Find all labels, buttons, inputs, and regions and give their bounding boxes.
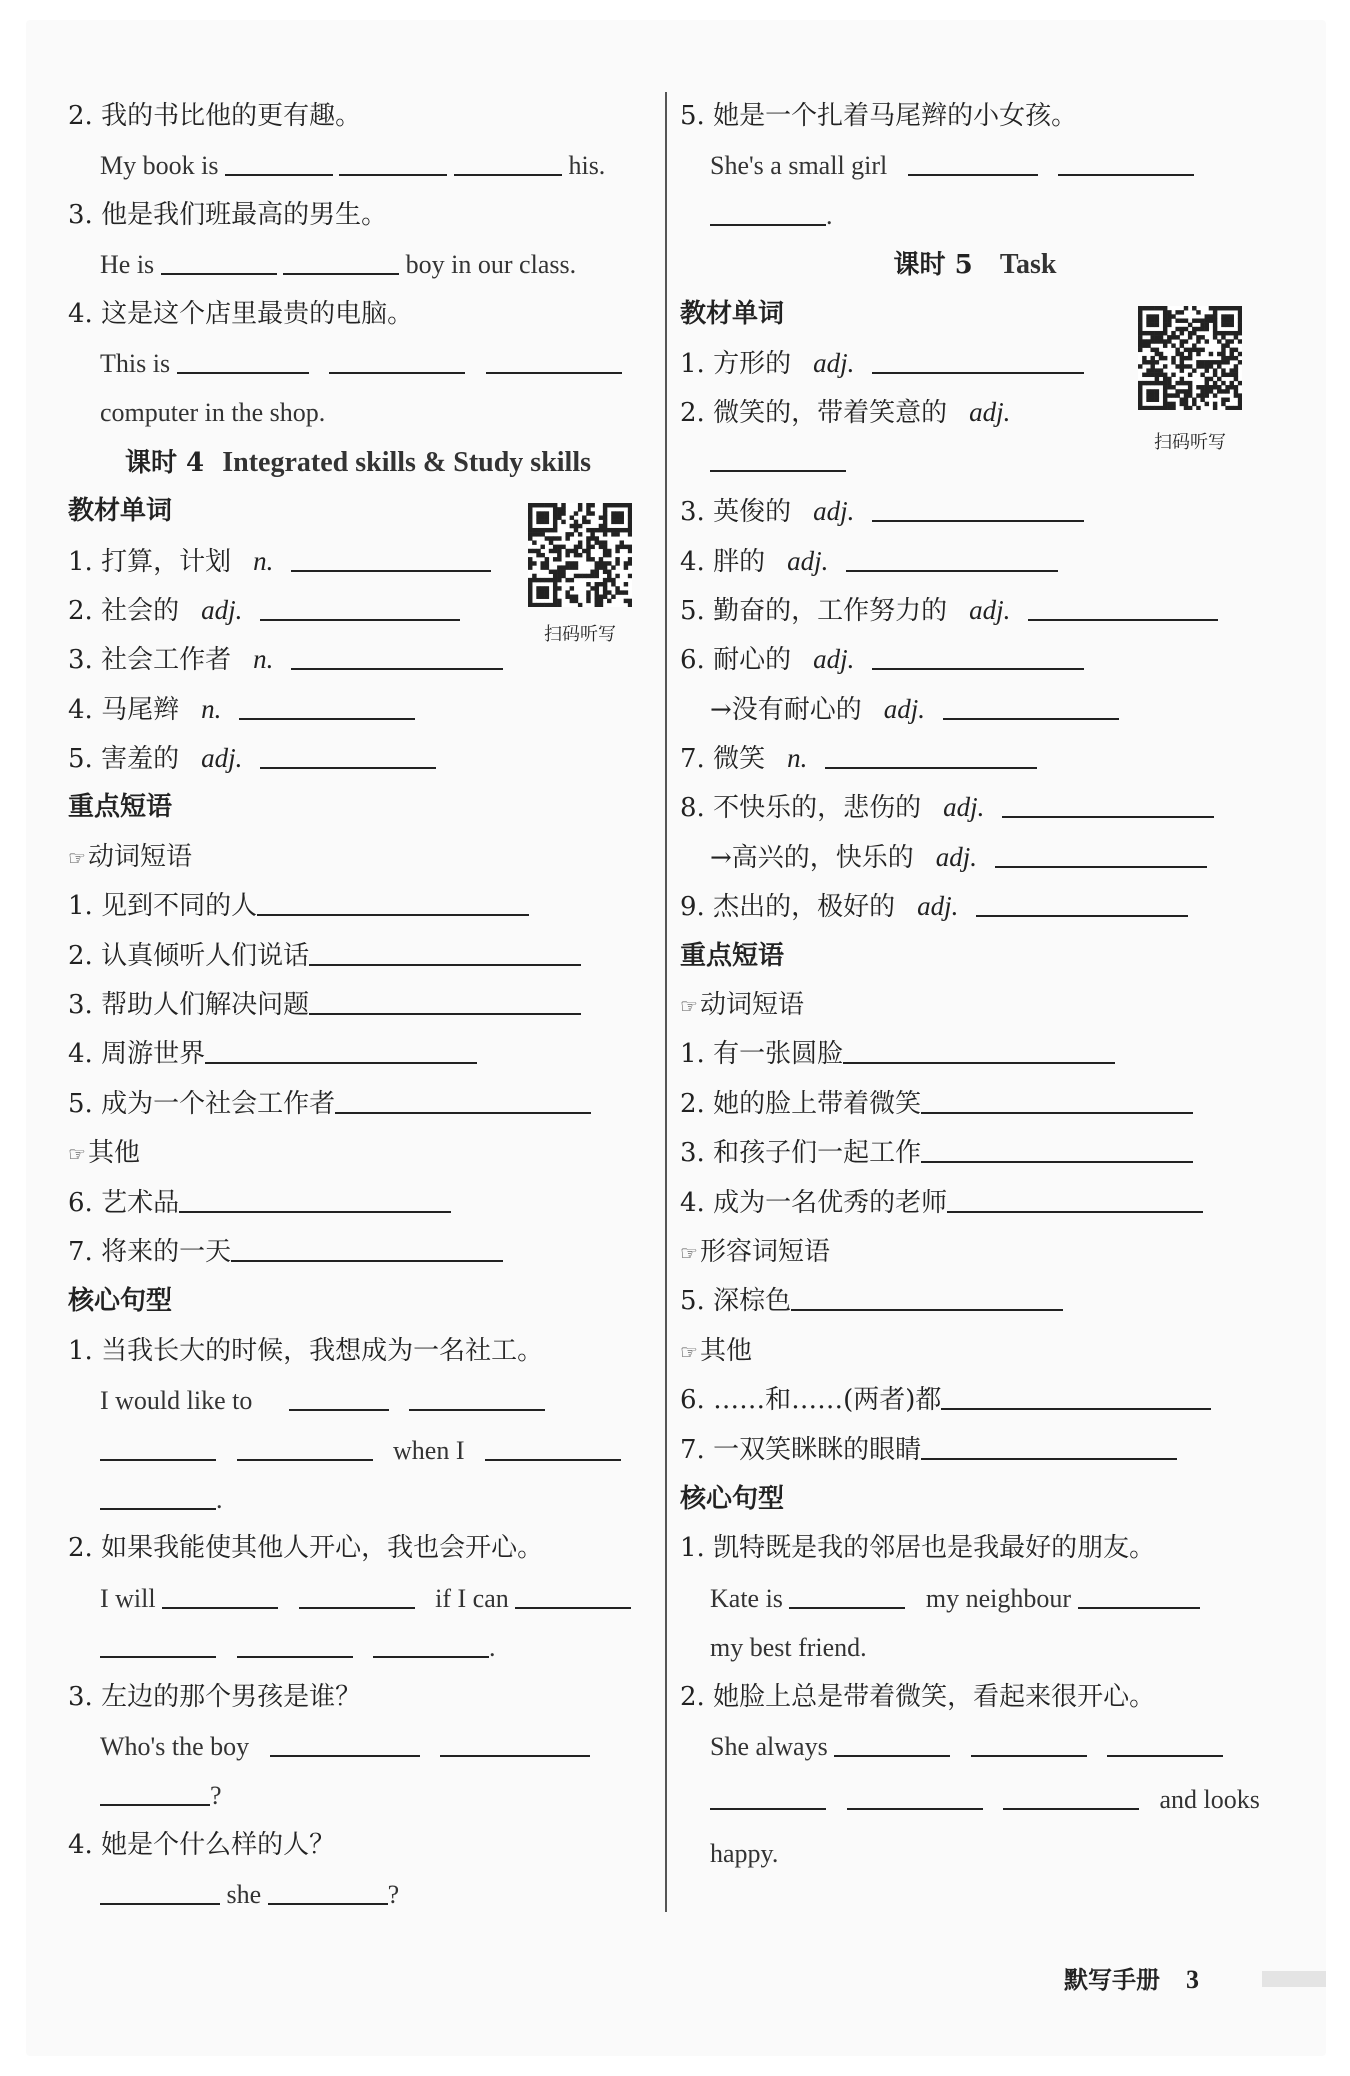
- sentence-question-4: 4. 她是个什么样的人？: [68, 1829, 336, 1860]
- answer-line-2: My book is his.: [100, 151, 606, 181]
- question-3: 3. 他是我们班最高的男生。: [68, 199, 388, 230]
- verb-phrase-subheading: ☞动词短语: [680, 990, 804, 1021]
- blank[interactable]: [846, 570, 1058, 572]
- vocab-item: 4. 马尾辫 n.: [68, 685, 648, 734]
- pointing-hand-icon: ☞: [680, 1240, 698, 1265]
- blank[interactable]: [100, 1903, 220, 1905]
- sentence-answer-1: I would like to: [68, 1376, 648, 1425]
- phrase-item: 2. 她的脸上带着微笑: [680, 1080, 1270, 1129]
- blank[interactable]: [100, 1804, 210, 1806]
- answer-line-5b: .: [680, 191, 1270, 240]
- column-divider: [665, 92, 667, 1912]
- phrase-heading: 重点短语: [68, 792, 173, 823]
- blank[interactable]: [373, 1656, 489, 1658]
- blank[interactable]: [921, 1112, 1193, 1114]
- vocab-item: 6. 耐心的 adj.: [680, 635, 1270, 684]
- vocab-item: 5. 勤奋的，工作努力的 adj.: [680, 586, 1270, 635]
- blank[interactable]: [161, 273, 277, 275]
- blank[interactable]: [260, 619, 460, 621]
- answer-line-5: She's a small girl: [680, 141, 1270, 190]
- blank[interactable]: [872, 520, 1084, 522]
- vocab-item: 2. 微笑的，带着笑意的 adj.: [680, 397, 1011, 429]
- blank[interactable]: [1058, 174, 1194, 176]
- answer-line-3: He is boy in our class.: [100, 250, 577, 280]
- blank[interactable]: [260, 767, 436, 769]
- question-5: 5. 她是一个扎着马尾辫的小女孩。: [680, 101, 1078, 131]
- blank[interactable]: [710, 470, 846, 472]
- phrase-item: 5. 深棕色: [680, 1277, 1270, 1326]
- blank[interactable]: [268, 1903, 388, 1905]
- blank[interactable]: [485, 1459, 621, 1461]
- phrase-item: 6. 艺术品: [68, 1179, 648, 1228]
- sentence-answer-2: I will if I can: [68, 1574, 648, 1623]
- blank[interactable]: [847, 1808, 983, 1810]
- vocab-item-antonym: →没有耐心的 adj.: [680, 685, 1270, 734]
- vocab-item: 4. 胖的 adj.: [680, 537, 1270, 586]
- other-subheading: ☞其他: [680, 1335, 752, 1366]
- blank[interactable]: [921, 1458, 1177, 1460]
- blank[interactable]: [237, 1656, 353, 1658]
- blank[interactable]: [100, 1508, 216, 1510]
- vocab-item: 9. 杰出的，极好的 adj.: [680, 882, 1270, 931]
- blank[interactable]: [710, 1808, 826, 1810]
- blank[interactable]: [921, 1161, 1193, 1163]
- lesson-4-title: 课时 4 Integrated skills & Study skills: [124, 446, 591, 478]
- sentence-answer-2b: .: [68, 1623, 648, 1672]
- sentence-answer-3: Who's the boy: [68, 1722, 648, 1771]
- phrase-item: 3. 帮助人们解决问题: [68, 981, 648, 1030]
- blank[interactable]: [291, 668, 503, 670]
- blank[interactable]: [872, 372, 1084, 374]
- blank[interactable]: [409, 1409, 545, 1411]
- sentence-answer-2: She always: [680, 1722, 1270, 1771]
- blank[interactable]: [339, 174, 447, 176]
- blank[interactable]: [941, 1408, 1211, 1410]
- blank[interactable]: [872, 668, 1084, 670]
- qr-caption: 扫码听写: [544, 624, 616, 645]
- question-2: 2. 我的书比他的更有趣。: [68, 101, 362, 131]
- blank[interactable]: [825, 767, 1037, 769]
- phrase-heading: 重点短语: [680, 940, 785, 971]
- blank[interactable]: [791, 1309, 1063, 1311]
- phrase-item: 3. 和孩子们一起工作: [680, 1129, 1270, 1178]
- blank[interactable]: [843, 1062, 1115, 1064]
- book-title: 默写手册: [1064, 1966, 1160, 1994]
- phrase-item: 7. 将来的一天: [68, 1228, 648, 1277]
- phrase-item: 1. 有一张圆脸: [680, 1030, 1270, 1079]
- answer-line-4b: computer in the shop.: [100, 398, 326, 428]
- blank[interactable]: [995, 866, 1207, 868]
- vocab-item: 8. 不快乐的，悲伤的 adj.: [680, 783, 1270, 832]
- sentence-answer-2b: and looks: [680, 1771, 1270, 1829]
- blank[interactable]: [515, 1607, 631, 1609]
- blank[interactable]: [205, 1062, 477, 1064]
- blank[interactable]: [1003, 1808, 1139, 1810]
- blank[interactable]: [947, 1211, 1203, 1213]
- blank[interactable]: [309, 1013, 581, 1015]
- blank[interactable]: [834, 1755, 950, 1757]
- sentence-question-2: 2. 她脸上总是带着微笑，看起来很开心。: [680, 1681, 1156, 1712]
- blank[interactable]: [943, 718, 1119, 720]
- vocab-item: 2. 社会的 adj.: [68, 586, 648, 635]
- phrase-item: 2. 认真倾听人们说话: [68, 932, 648, 981]
- blank[interactable]: [976, 915, 1188, 917]
- adj-phrase-subheading: ☞形容词短语: [680, 1236, 830, 1267]
- vocab-item: 1. 方形的 adj.: [680, 339, 1270, 388]
- vocab-heading: 教材单词: [680, 298, 785, 329]
- other-subheading: ☞其他: [68, 1138, 140, 1169]
- blank[interactable]: [237, 1459, 373, 1461]
- blank[interactable]: [291, 570, 491, 572]
- blank[interactable]: [283, 273, 399, 275]
- qr-caption: 扫码听写: [1154, 432, 1226, 453]
- blank[interactable]: [908, 174, 1038, 176]
- blank[interactable]: [100, 1656, 216, 1658]
- blank[interactable]: [257, 914, 529, 916]
- answer-line-4: This is: [68, 339, 648, 388]
- pointing-hand-icon: ☞: [68, 845, 86, 870]
- blank[interactable]: [789, 1607, 905, 1609]
- phrase-item: 5. 成为一个社会工作者: [68, 1080, 648, 1129]
- qr-code-icon[interactable]: [528, 503, 632, 607]
- sentence-answer-1: Kate is my neighbour: [680, 1574, 1270, 1623]
- blank[interactable]: [1078, 1607, 1200, 1609]
- sentence-question-3: 3. 左边的那个男孩是谁？: [68, 1681, 362, 1712]
- blank[interactable]: [270, 1755, 420, 1757]
- pointing-hand-icon: ☞: [680, 994, 698, 1019]
- page-footer: [1064, 1960, 1199, 1995]
- sentence-answer-2c: happy.: [710, 1839, 779, 1869]
- blank[interactable]: [225, 174, 333, 176]
- pointing-hand-icon: ☞: [68, 1142, 86, 1167]
- phrase-item: 4. 周游世界: [68, 1030, 648, 1079]
- question-4: 4. 这是这个店里最贵的电脑。: [68, 298, 414, 329]
- blank[interactable]: [162, 1607, 278, 1609]
- verb-phrase-subheading: ☞动词短语: [68, 841, 192, 872]
- vocab-item: 3. 英俊的 adj.: [680, 487, 1270, 536]
- sentence-answer-1c: .: [68, 1475, 648, 1524]
- sentence-answer-4: she ?: [68, 1870, 648, 1919]
- blank[interactable]: [231, 1260, 503, 1262]
- sentence-answer-1b: my best friend.: [710, 1633, 867, 1663]
- qr-code-icon[interactable]: [1138, 306, 1242, 410]
- sentence-heading: 核心句型: [680, 1483, 785, 1514]
- lesson-5-title: 课时 5 Task: [893, 249, 1057, 281]
- blank[interactable]: [329, 372, 465, 374]
- blank[interactable]: [177, 372, 309, 374]
- vocab-item: 5. 害羞的 adj.: [68, 734, 648, 783]
- footer-decoration: [1262, 1971, 1326, 1987]
- vocab-item: 1. 打算，计划 n.: [68, 537, 648, 586]
- sentence-question-2: 2. 如果我能使其他人开心，我也会开心。: [68, 1533, 544, 1564]
- vocab-item-antonym: →高兴的，快乐的 adj.: [680, 833, 1270, 882]
- pointing-hand-icon: ☞: [680, 1339, 698, 1364]
- vocab-item: 7. 微笑 n.: [680, 734, 1270, 783]
- sentence-answer-1b: when I: [68, 1426, 648, 1475]
- phrase-item: 1. 见到不同的人: [68, 882, 648, 931]
- blank[interactable]: [440, 1755, 590, 1757]
- blank[interactable]: [289, 1409, 389, 1411]
- blank[interactable]: [100, 1459, 216, 1461]
- sentence-heading: 核心句型: [68, 1286, 173, 1317]
- blank[interactable]: [1002, 816, 1214, 818]
- vocab-heading: 教材单词: [68, 496, 173, 527]
- blank[interactable]: [1028, 619, 1218, 621]
- blank[interactable]: [486, 372, 622, 374]
- blank[interactable]: [710, 224, 826, 226]
- blank[interactable]: [299, 1607, 415, 1609]
- phrase-item: 4. 成为一名优秀的老师: [680, 1179, 1270, 1228]
- sentence-question-1: 1. 当我长大的时候，我想成为一名社工。: [68, 1335, 544, 1366]
- vocab-item: 3. 社会工作者 n.: [68, 635, 648, 684]
- blank[interactable]: [239, 718, 415, 720]
- page-number: 3: [1186, 1965, 1199, 1994]
- blank[interactable]: [335, 1112, 591, 1114]
- blank[interactable]: [454, 174, 562, 176]
- sentence-question-1: 1. 凯特既是我的邻居也是我最好的朋友。: [680, 1533, 1156, 1564]
- left-column: [68, 92, 648, 1919]
- blank[interactable]: [179, 1211, 451, 1213]
- phrase-item: 6. ……和……(两者)都: [680, 1376, 1270, 1425]
- phrase-item: 7. 一双笑眯眯的眼睛: [680, 1426, 1270, 1475]
- blank[interactable]: [1107, 1755, 1223, 1757]
- blank[interactable]: [971, 1755, 1087, 1757]
- sentence-answer-3b: ?: [68, 1771, 648, 1820]
- blank[interactable]: [309, 964, 581, 966]
